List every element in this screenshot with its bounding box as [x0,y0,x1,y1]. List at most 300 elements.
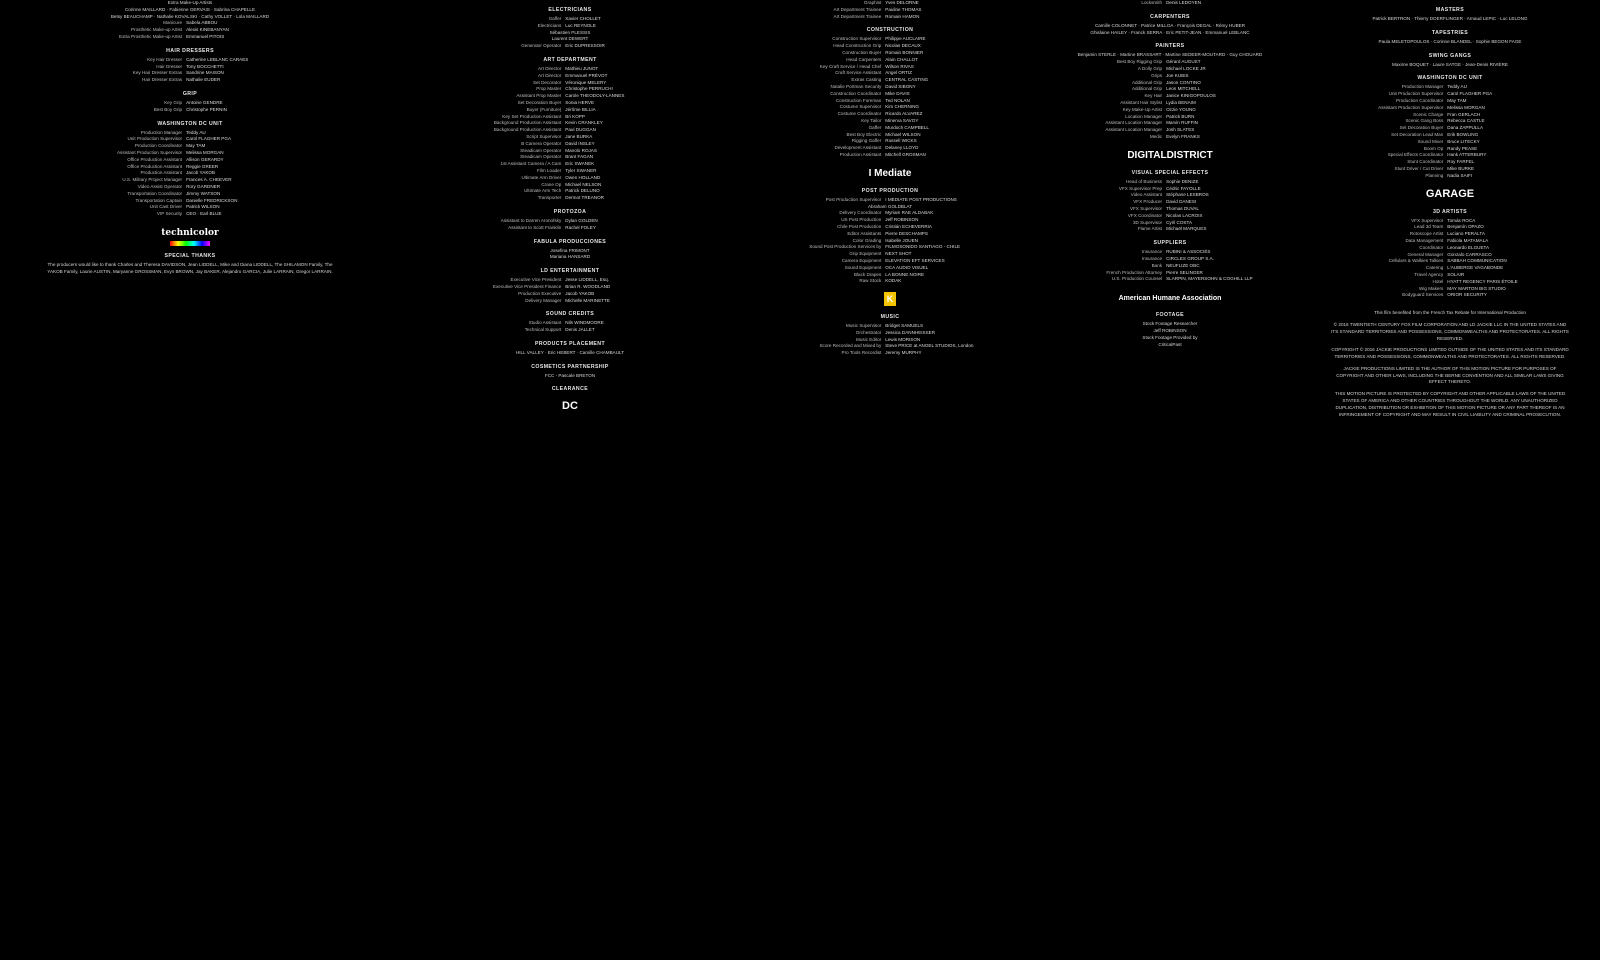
credit-role: Costume Coordinator [837,111,882,117]
section-title: COSMETICS PARTNERSHIP [531,363,609,370]
dc-logo [400,396,740,414]
credit-name: Catherine LEBLANC CARAES [186,56,249,62]
credit-role: Orchestrator [855,329,882,335]
credit-row [1020,263,1320,270]
credit-role: Raw Stock [859,278,882,284]
credits-section [40,121,340,218]
credit-name: Lewis MORISON [885,336,921,342]
credit-row [1330,105,1570,112]
credit-role: Bodyguard Services [1402,292,1444,298]
special-thanks-title: SPECIAL THANKS [164,252,216,259]
credit-row [1330,166,1570,173]
credit-row [1330,139,1570,146]
credit-line: Stock Footage Researcher [1142,321,1198,327]
credit-name: Mike DAVIS [885,90,910,96]
credit-row [1020,73,1320,80]
credit-role: Chile Post Production [837,223,882,229]
credit-row [1330,146,1570,153]
credit-role: Ultimate Arm Driver [521,174,562,180]
section-title: FOOTAGE [1155,312,1185,319]
credit-row [400,148,740,155]
credit-row [1330,292,1570,299]
credit-row [720,145,1060,152]
credit-name: Cyril COSTA [1166,219,1193,225]
legal-paragraph-1: This film benefited from the French Tax Rebate for International Production [1374,310,1526,316]
credit-name: Jane BURKA [565,133,593,139]
credit-role: Assistant Location Manager [1105,127,1163,133]
credits-section [720,0,1060,20]
credit-role: Prop Master [536,86,562,92]
credit-name: Michelle MARINETTE [565,297,610,303]
credit-row [1330,98,1570,105]
credit-row [1020,220,1320,227]
credit-row [1020,206,1320,213]
credit-role: Best Boy Electric [846,131,882,137]
credit-row [400,127,740,134]
credit-role: Grip Equipment [849,251,882,257]
credit-role: 1st Assistant Camera / A Cam [500,161,562,167]
credit-row [1020,276,1320,283]
credit-row [1330,224,1570,231]
credit-name: Mathieu JUNOT [565,65,599,71]
credits-section [1020,240,1320,283]
credit-role: Head Carpenters [846,56,882,62]
credits-section [40,91,340,114]
section-title: WASHINGTON DC UNIT [157,120,223,127]
credit-line: Betsy BEAUCHAMP · Nathalie KOVALSKI · Cathy VOLLET · Lola MAILLARD [110,13,270,19]
credit-role: 3D Supervisor [1132,219,1163,225]
section-title: ART DEPARTMENT [543,56,597,63]
legal-paragraph-5: THIS MOTION PICTURE IS PROTECTED BY COPYRIGHT AND OTHER APPLICABLE LAWS OF THE UNITED STATES OF AMERICA AND OTHER COUNTRIES THROUGHOUT THE WORLD. ANY UNAUTHORIZED DUPLICATION, DISTRIBUTION OR EXHIBITION OF THIS MOTION PICTURE OR ANY PART THEREOF IS AN INFRINGEMENT OF COPYRIGHT AND MAY RESULT IN CIVIL LIABILITY AND CRIMINAL PROSECUTION. [1334,391,1566,417]
credit-row [720,238,1060,245]
credit-row [400,86,740,93]
credit-row [400,225,740,232]
credit-role: Key Make-Up Artist [1122,106,1163,112]
credit-role: French Production Attorney [1106,269,1163,275]
credit-line: Jeff ROBINSON [1153,327,1187,333]
credit-name: Denis JALLET [565,327,595,333]
legal-paragraph-2: © 2016 TWENTIETH CENTURY FOX FILM CORPORATION AND LD JACKIE LLC IN THE UNITED STATES AND ITS STANDARD TERRITORIES AND POSSESSIONS, COMMONWEALTHS AND PROTECTORATES. ALL RIGHTS RESERVED. [1331,321,1569,341]
credit-name: Gonzalo CARRASCO [1447,251,1492,257]
credit-name: MAY MARTON BIG STUDIO [1447,285,1506,291]
credit-line: CriticalPast [1158,341,1182,347]
credit-name: Bri KOPP [565,113,585,119]
credit-line: FCC - Pascale BRETON [544,372,596,378]
credit-name: Dana ZAPPULLA [1447,125,1484,131]
credit-role: Construction Coordinator [830,90,882,96]
credit-row [40,184,340,191]
credit-role: Script Supervisor [526,133,562,139]
credit-row [40,204,340,211]
credit-role: Electricians [537,22,562,28]
credit-name: Romain HAMON [885,13,920,19]
credit-role: Ultimate Arm Tech [524,188,562,194]
credit-name: Antoine GENDRE [186,99,223,105]
credit-role: Film Loader [537,167,562,173]
credit-row [40,34,340,41]
credit-row [400,284,740,291]
credit-role: Production Assistant [839,151,882,157]
credit-row [40,198,340,205]
credit-row [1020,270,1320,277]
credit-row [40,143,340,150]
credit-row [1330,173,1570,180]
credit-role: Assistant Prop Master [516,93,562,99]
credit-role: Key Hair Dresser [147,56,183,62]
credit-name: Ricardo ALVAREZ [885,111,923,117]
credit-role: Coordinator [1419,244,1444,250]
credit-name: Leonardo ELGUETA [1447,244,1490,250]
section-title: GRIP [182,90,198,97]
credit-name: Rebecca CASTLE [1447,118,1485,124]
credit-name: LA BONNE NOIRE [885,271,925,277]
credit-row [400,327,740,334]
credit-role: Sound Equipment [844,264,882,270]
section-title: SWING GANGS [1428,52,1472,59]
credit-line: Mariana HANSARD [549,254,591,260]
credit-row [400,175,740,182]
credit-role: Background Production Assistant [493,127,562,133]
credit-name: Michael NELSON [565,181,602,187]
credit-name: Fran GERLACH [1447,111,1481,117]
credit-row [720,343,1060,350]
credit-row [400,320,740,327]
credit-name: Gérard AUGUST [1166,59,1201,65]
credit-role: Travel Agency [1414,271,1444,277]
kodak-logo [720,289,1060,307]
credit-role: Video Assistant [1130,192,1163,198]
credit-row [1330,91,1570,98]
credit-name: Pierre DESCHAMPS [885,230,928,236]
credit-name: Russell WICKS [885,138,917,144]
credits-section [400,7,740,50]
credit-row [720,350,1060,357]
credit-name: Ted NOLAN [885,97,910,103]
credit-name: Nathalie EUDER [186,77,221,83]
credit-name: Patrick WILSON [186,204,220,210]
credit-name: Cédric FAYOLLE [1166,185,1201,191]
credit-name: Denis LEDOYEN [1166,0,1202,5]
credit-line: Abraham GOLDBLAT [867,203,913,209]
credit-name: Philippe AUCLAIRE [885,36,926,42]
credit-name: Sandrine MAISON [186,70,224,76]
credit-row [1020,134,1320,141]
credit-role: Transportation Captain [135,197,183,203]
credit-role: Generator Operator [521,43,562,49]
credit-row [1330,238,1570,245]
credits-section [400,386,740,392]
credit-row [400,107,740,114]
section-title: SUPPLIERS [1153,240,1187,247]
section-title: PRODUCTS PLACEMENT [534,340,606,347]
credit-row [40,107,340,114]
credit-name: Carol FLAGHER PGA [1447,91,1493,97]
credit-row [1020,179,1320,186]
credit-role: Scenic Charge [1413,111,1444,117]
credit-row [720,272,1060,279]
credit-role: Buyer (Furniture) [526,106,562,112]
credit-row [720,0,1060,7]
credit-role: Construction Buyer [842,49,882,55]
credit-row [720,84,1060,91]
credit-line: Josefina FRIMONT [550,247,590,253]
credit-row [40,150,340,157]
imediate-wordmark: I Mediate [868,167,912,179]
credit-name: CIRCLES GROUP S.A. [1166,255,1214,261]
credit-row [400,80,740,87]
credit-name: Ozzie YOUNG [1166,106,1196,112]
credit-row [40,177,340,184]
credit-line: HILL VALLEY · Eric HEBERT · Camille CHAMBAULT [515,349,625,355]
credit-role: Extras Casting [851,77,882,83]
credit-row [720,258,1060,265]
credit-name: Alain CHALLOT [885,56,918,62]
credits-section [1330,75,1570,179]
credit-name: Jason CONTINO [1166,79,1201,85]
credit-name: Sabela ABBOU [186,20,218,26]
credit-name: Marvin RUFFIN [1166,120,1198,126]
credit-row [400,195,740,202]
credit-name: Jeremy MURPHY [885,350,922,356]
credit-row [400,66,740,73]
credit-role: Art Director [538,65,562,71]
credit-line: Camille COLONNET · Patrice MILLOA · François DEGAL · Rémy HUBER [1094,22,1246,28]
ahaa-wordmark: American Humane Association [1118,295,1222,303]
section-title: VISUAL SPECIAL EFFECTS [1131,169,1209,176]
credit-row [1330,159,1570,166]
credit-name: NEUFLIZE OBC [1166,262,1200,268]
credit-name: Roy FARFEL [1447,159,1475,165]
credit-role: B Camera Operator [521,140,562,146]
credit-role: Office Production Assistant [127,156,183,162]
credit-row [40,136,340,143]
credits-section [400,57,740,202]
credit-role: Head Construction Grip [833,43,882,49]
legal-paragraph-3: COPYRIGHT © 2016 JACKIE PRODUCTIONS LIMITED OUTSIDE OF THE UNITED STATES AND ITS STANDARD TERRITORIES AND POSSESSIONS, COMMONWEALTHS AND PROTECTORATES. ALL RIGHTS RESERVED. [1331,347,1569,360]
credit-name: Lydia BENAIM [1166,99,1196,105]
credit-row [720,278,1060,285]
credit-name: Nicolas LACROIX [1166,212,1203,218]
section-title: WASHINGTON DC UNIT [1417,75,1483,82]
credit-role: Background Production Assistant [493,120,562,126]
credit-role: Steadicam Operator [520,147,562,153]
credit-row [720,337,1060,344]
garage-wordmark: GARAGE [1425,187,1475,200]
credit-role: Bank [1151,262,1163,268]
credit-role: Location Manager [1125,113,1163,119]
credit-row [1020,226,1320,233]
credit-row [720,197,1060,204]
credit-role: Set Decoration Buyer [1399,125,1444,131]
credit-name: Steve PRICE at ANGEL STUDIOS, London [885,343,974,349]
credit-role: Unit Production Supervisor [1388,91,1444,97]
credit-row [40,130,340,137]
credit-row [40,77,340,84]
credit-name: Dermot TREANOR [565,195,604,201]
credit-role: Art Department Trainee [833,6,882,12]
imediate-logo [720,163,1060,181]
credit-row [720,64,1060,71]
credit-name: Nadia SAIFI [1447,172,1473,178]
credit-role: Key Hair Dresser Extras [132,70,183,76]
credit-name: Bridget SAMUELS [885,323,924,329]
credit-row [40,20,340,27]
section-title: MUSIC [880,314,900,321]
credit-role: Planning [1425,172,1444,178]
credit-row [1020,114,1320,121]
credit-name: Evelyn FRANKS [1166,133,1200,139]
credit-name: Sonia HERVE [565,99,595,105]
credit-row [1020,107,1320,114]
credit-role: Development Assistant [834,145,882,151]
credit-role: Delivery Manager [525,297,562,303]
credit-name: Josh SLATES [1166,127,1195,133]
credit-role: Set Decoration Lead Man [1391,131,1444,137]
credit-row [720,111,1060,118]
credit-row [1020,80,1320,87]
credit-name: May TAM [1447,97,1467,103]
credits-section [400,268,740,304]
credit-name: Teddy AU [1447,84,1467,90]
credit-role: Construction Supervisor [832,36,882,42]
credit-row [400,134,740,141]
credits-section [720,27,1060,158]
section-title: MASTERS [1435,7,1465,13]
credit-row [400,23,740,30]
credit-role: Natalie Portman Security [830,83,882,89]
credit-name: Nils WINDMOORE [565,320,604,326]
credit-role: Production Manager [1401,84,1444,90]
credit-row [1020,93,1320,100]
credit-name: NEXT SHOT [885,251,912,257]
credits-section [40,0,340,41]
credit-name: Wilson RIVAS [885,63,914,69]
credit-line: Paula MELETOPOULOS · Corinne BLANDEL · Sophie BEGON FAGE [1378,38,1522,44]
credit-role: Production Assistant [140,170,183,176]
credit-name: Carole THEODOLY-LANNES [565,93,625,99]
credit-role: Unit Cast Driver [149,204,183,210]
credit-role: Stunt Driver / Cut Driver [1394,165,1444,171]
credit-role: Key Tailor [861,117,882,123]
credit-line: Extra Make-Up Artists [167,0,213,5]
credit-row [1330,272,1570,279]
credit-name: Erik BOWLING [1447,131,1479,137]
kodak-mark: K [884,292,897,306]
credit-name: SLARPIN, MAYERSOHN & COGHILL LLP [1166,276,1253,282]
credit-role: Assistant to Scott Franklin [508,224,562,230]
credit-row [40,100,340,107]
credit-name: L'AUBERGE VAGABONDE [1447,265,1504,271]
credit-name: Xavier CHOLLET [565,16,601,21]
credit-name: David DANESI [1166,199,1197,205]
credit-role: Assistant Hair Stylist [1120,99,1163,105]
credit-name: Tyler SWANER [565,167,597,173]
credit-row [400,168,740,175]
section-title: POST PRODUCTION [861,187,919,194]
credit-row [1330,245,1570,252]
credit-name: Mike BURKE [1447,165,1475,171]
credits-section [1020,170,1320,233]
credits-section [1020,0,1320,7]
credit-name: Owen HOLLAND [565,174,601,180]
credit-name: May TAM [186,143,206,149]
credit-row [720,132,1060,139]
credit-name: ELEVATION EFT SERVICES [885,257,945,263]
credit-row [1330,112,1570,119]
credit-role: Art Director [538,72,562,78]
credit-role: Grips [1151,72,1163,78]
credit-name: Jesse LIDDELL, Esq. [565,277,609,283]
credit-row [1020,66,1320,73]
credit-name: HYATT REGENCY PARIS ÉTOILE [1447,278,1518,284]
dc-mark: DC [562,400,578,413]
credit-row [720,43,1060,50]
credit-name: Melissa MORGAN [186,149,224,155]
credits-column-4 [1020,0,1320,960]
credit-row [40,211,340,218]
credit-row [720,210,1060,217]
credit-name: Angel ORTIZ [885,70,913,76]
credit-name: OCA AUDIO VISUEL [885,264,929,270]
credit-role: Lead 3d Team [1414,224,1444,230]
credit-row [720,70,1060,77]
digital-district-wordmark: DIGITALDISTRICT [1127,149,1213,161]
credit-name: SOLAIR [1447,271,1465,277]
credit-name: Hank ATTERBURY [1447,152,1487,158]
credit-row [1020,86,1320,93]
section-title: FABULA PRODUCCIONES [533,238,607,245]
credit-row [1330,252,1570,259]
credit-name: Randy PEASE [1447,145,1478,151]
credit-role: VFX Supervisor Prep [1118,185,1163,191]
credit-line: Maxime BOQUET · Laure SATGE · Jean-Denis RIVIÈRE [1392,61,1508,67]
credit-name: Delaney LLOYD [885,145,919,151]
credit-name: Yves DELORNE [885,0,919,5]
ahaa-logo [1020,287,1320,305]
credit-name: Murdoch CAMPBELL [885,124,929,130]
credit-name: FILMOSONIDO SANTIAGO - CHILE [885,244,961,250]
credit-role: Extra Prosthetic Make-up Artist [119,33,183,39]
credit-row [720,152,1060,159]
credit-role: Data Management [1405,237,1444,243]
credit-role: Hotel [1432,278,1444,284]
credit-name: Kim CHERNING [885,104,919,110]
credit-name: SABBAH COMMUNICATION [1447,258,1507,264]
credit-role: Boom Op [1423,145,1444,151]
credit-name: CENTRAL CASTING [885,77,929,83]
credit-name: Jérôme BILLIA [565,106,596,112]
garage-logo [1330,184,1570,202]
credit-row [1330,231,1570,238]
credit-role: Rigging Gaffer [851,138,882,144]
credit-role: U.S. Military Project Manager [122,177,183,183]
credits-section [720,314,1060,357]
credit-role: US Post Production [841,217,882,223]
credit-name: Christophe PERRUCHI [565,86,613,92]
credit-name: Myriam RAE ALDABAK [885,210,934,216]
credit-line: Ghislaine HAILEY · Franck SERRA · Eric PETIT-JEAN · Emmanuel LEBLANC [1090,29,1250,35]
credit-row [1330,118,1570,125]
credit-row [720,91,1060,98]
credit-name: Brant FAGAN [565,154,594,160]
section-title: CONSTRUCTION [866,27,914,34]
credit-row [1330,218,1570,225]
credit-row [400,141,740,148]
credit-role: Cellulars & Walkies Talkies [1388,258,1444,264]
credit-role: Sound Mixer [1417,138,1444,144]
credit-role: VFX Coordinator [1127,212,1163,218]
credit-row [1330,286,1570,293]
